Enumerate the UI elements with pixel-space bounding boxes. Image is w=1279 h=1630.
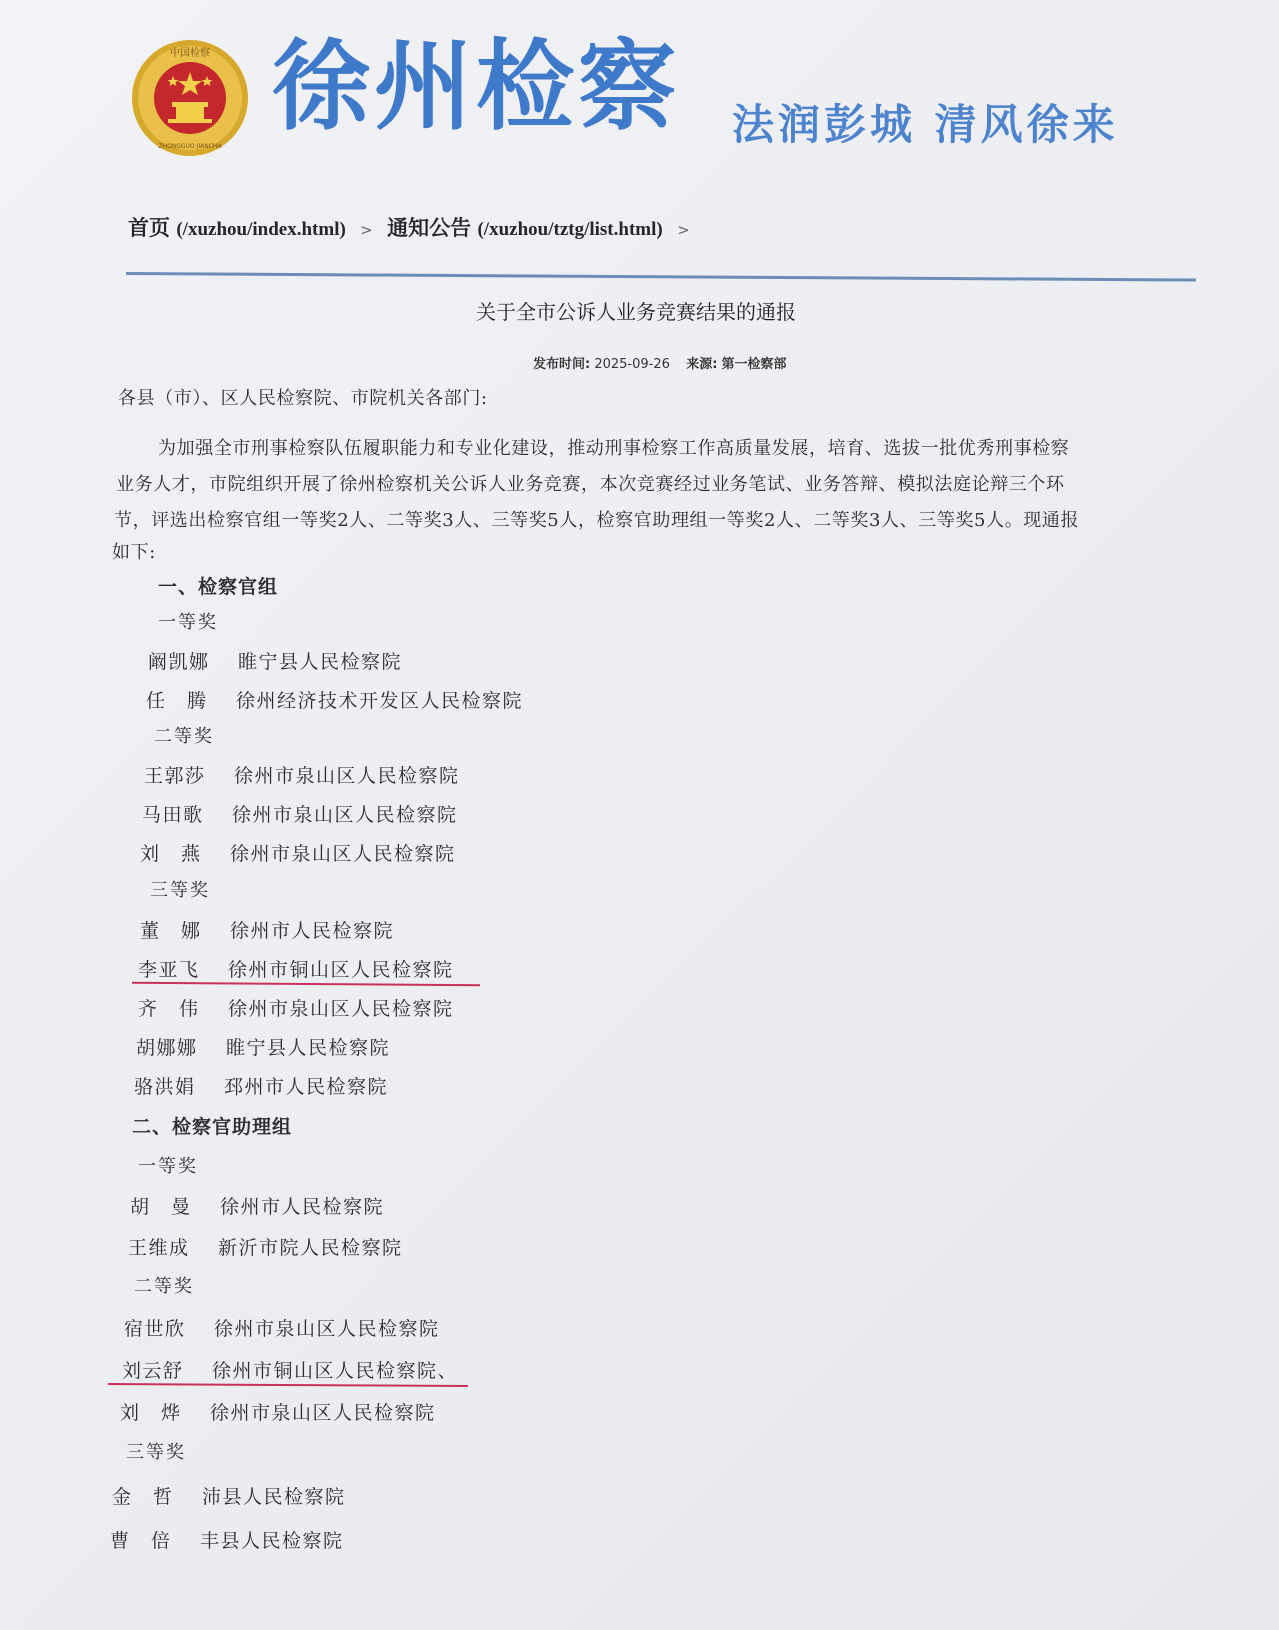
breadcrumb-notice-url[interactable]: (/xuzhou/tztg/list.html)	[477, 219, 663, 240]
award-entry	[140, 916, 394, 943]
body-line: 业务人才，市院组织开展了徐州检察机关公诉人业务竞赛，本次竞赛经过业务笔试、业务答辩、模拟法庭论辩三个环	[116, 474, 1065, 495]
winner-unit: 睢宁县人民检察院	[238, 651, 403, 673]
breadcrumb-home-link[interactable]: 首页	[128, 216, 170, 240]
publish-date: 2025-09-26	[594, 357, 670, 372]
award-entry	[136, 1033, 390, 1060]
winner-name: 王郭莎	[144, 765, 206, 787]
winner-name: 董 娜	[140, 920, 202, 942]
winner-unit: 徐州市泉山区人民检察院	[210, 1402, 436, 1424]
handwritten-underline	[108, 1383, 468, 1387]
body-line: 为加强全市刑事检察队伍履职能力和专业化建设，推动刑事检察工作高质量发展，培育、选拔一批优秀刑事检察	[158, 438, 1070, 459]
winner-name: 马田歌	[142, 804, 204, 826]
winner-name: 骆洪娟	[134, 1076, 196, 1098]
procuratorate-emblem	[128, 36, 252, 160]
winner-name: 金 哲	[112, 1486, 174, 1508]
source-value: 第一检察部	[721, 357, 787, 372]
winner-unit: 徐州市泉山区人民检察院	[230, 843, 456, 865]
site-slogan: 法润彭城 清风徐来	[732, 100, 1119, 149]
article-title: 关于全市公诉人业务竞赛结果的通报	[476, 300, 796, 324]
winner-unit: 徐州经济技术开发区人民检察院	[236, 690, 524, 712]
emblem-bottom-text: ZHONGGUO JIANCHA	[158, 143, 222, 150]
emblem-top-text: 中国检察	[170, 48, 210, 59]
winner-unit: 新沂市院人民检察院	[218, 1237, 403, 1259]
winner-unit: 徐州市泉山区人民检察院	[234, 765, 460, 787]
award-entry	[124, 1314, 440, 1341]
winner-unit: 徐州市泉山区人民检察院	[232, 804, 458, 826]
source-label: 来源:	[686, 357, 718, 372]
winner-unit: 沛县人民检察院	[202, 1486, 346, 1508]
winner-unit: 丰县人民检察院	[200, 1530, 344, 1552]
award-entry	[148, 647, 402, 674]
winner-name: 刘 燕	[140, 843, 202, 865]
winner-name: 刘 烨	[120, 1402, 182, 1424]
section-heading: 二、检察官助理组	[132, 1116, 293, 1138]
award-entry	[110, 1526, 344, 1553]
breadcrumb-separator: >	[677, 221, 690, 239]
salutation: 各县（市）、区人民检察院、市院机关各部门:	[118, 388, 488, 409]
winner-name: 胡娜娜	[136, 1037, 198, 1059]
article-meta	[533, 353, 787, 372]
winner-unit: 徐州市泉山区人民检察院	[228, 998, 454, 1020]
breadcrumb-notice-link[interactable]: 通知公告	[387, 216, 472, 240]
award-level: 一等奖	[138, 1156, 198, 1177]
award-level: 二等奖	[134, 1276, 194, 1297]
award-entry	[140, 839, 456, 866]
winner-name: 宿世欣	[124, 1318, 186, 1340]
award-level: 一等奖	[158, 612, 218, 633]
winner-name: 王维成	[128, 1237, 190, 1259]
award-entry	[112, 1482, 346, 1509]
winner-unit: 邳州市人民检察院	[224, 1076, 389, 1098]
body-line: 如下:	[112, 542, 156, 563]
breadcrumb-home-url[interactable]: (/xuzhou/index.html)	[176, 219, 346, 240]
header-divider	[126, 272, 1196, 282]
award-entry	[130, 1192, 384, 1219]
award-entry	[144, 761, 460, 788]
handwritten-underline	[132, 982, 480, 986]
winner-unit: 睢宁县人民检察院	[226, 1037, 391, 1059]
award-entry	[138, 955, 454, 982]
site-title: 徐州检察	[272, 29, 681, 144]
winner-unit: 徐州市铜山区人民检察院	[228, 959, 454, 981]
award-entry	[120, 1398, 436, 1425]
breadcrumb	[128, 218, 698, 239]
winner-name: 曹 倍	[110, 1530, 172, 1552]
publish-label: 发布时间:	[533, 357, 591, 372]
award-entry	[128, 1233, 403, 1260]
winner-name: 李亚飞	[138, 959, 200, 981]
winner-name: 阚凯娜	[148, 651, 210, 673]
winner-name: 齐 伟	[138, 998, 200, 1020]
winner-unit: 徐州市泉山区人民检察院	[214, 1318, 440, 1340]
breadcrumb-separator: >	[360, 221, 373, 239]
award-level: 三等奖	[150, 880, 210, 901]
award-entry	[134, 1072, 388, 1099]
winner-name: 胡 曼	[130, 1196, 192, 1218]
award-level: 三等奖	[126, 1442, 186, 1463]
winner-unit: 徐州市铜山区人民检察院、	[212, 1360, 459, 1382]
winner-name: 任 腾	[146, 690, 208, 712]
award-level: 二等奖	[154, 726, 214, 747]
section-heading: 一、检察官组	[158, 576, 279, 598]
winner-name: 刘云舒	[122, 1360, 184, 1382]
award-entry	[146, 686, 523, 713]
winner-unit: 徐州市人民检察院	[220, 1196, 385, 1218]
body-line: 节，评选出检察官组一等奖2人、二等奖3人、三等奖5人，检察官助理组一等奖2人、二等奖3人、三等奖5人。现通报	[114, 510, 1080, 531]
winner-unit: 徐州市人民检察院	[230, 920, 395, 942]
award-entry	[138, 994, 454, 1021]
award-entry	[122, 1356, 458, 1383]
award-entry	[142, 800, 458, 827]
